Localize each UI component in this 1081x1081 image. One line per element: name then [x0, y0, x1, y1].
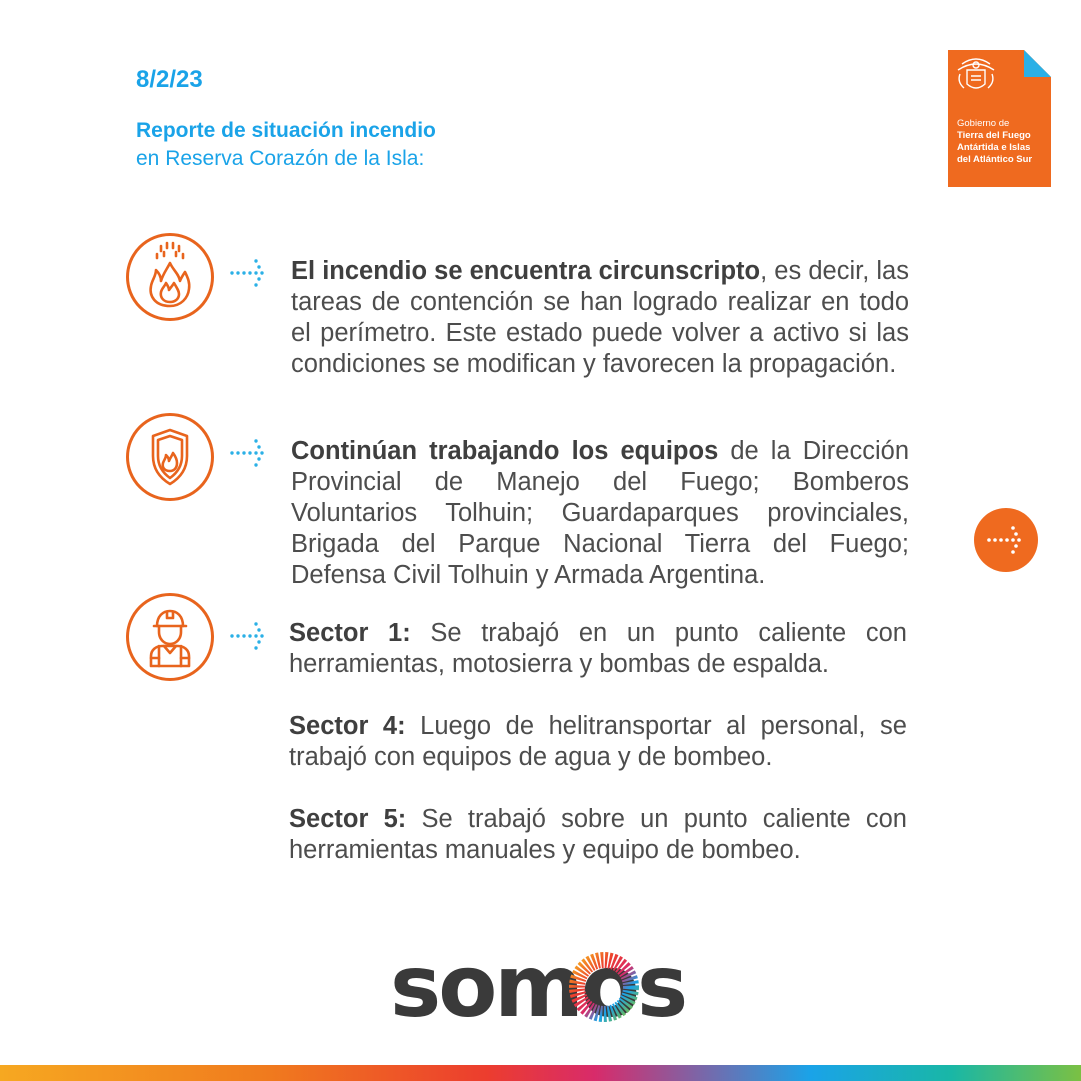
- arrow-icon: [229, 621, 269, 651]
- firefighter-icon: [129, 596, 211, 678]
- sector-4-text: Luego de helitransportar al personal, se trabajó con equipos de agua y de bombeo.: [289, 712, 907, 771]
- headline-title: Reporte de situación incendio: [136, 119, 436, 142]
- government-line-1: Gobierno de: [957, 118, 1010, 129]
- sector-4-paragraph: [289, 711, 907, 773]
- next-slide-button[interactable]: [974, 508, 1038, 572]
- item-2-paragraph: [291, 436, 909, 591]
- item-1-bold: El incendio se encuentra circunscripto: [291, 257, 761, 285]
- provincial-crest-icon: [954, 56, 998, 96]
- fire-shield-icon: [129, 416, 211, 498]
- sector-5-text: Se trabajó sobre un punto caliente con herramientas manuales y equipo de bombeo.: [289, 805, 907, 864]
- fire-icon-circle: [126, 233, 214, 321]
- sector-5-paragraph: [289, 804, 907, 866]
- item-2-bold: Continúan trabajando los equipos: [291, 437, 719, 465]
- sector-1-bold: Sector 1:: [289, 619, 411, 647]
- firefighter-icon-circle: [126, 593, 214, 681]
- arrow-right-icon: [986, 525, 1026, 555]
- fire-shield-icon-circle: [126, 413, 214, 501]
- government-badge-corner: [1024, 50, 1051, 77]
- bottom-color-bar: [0, 1065, 1081, 1081]
- sector-1-text: Se trabajó en un punto caliente con herramientas, motosierra y bombas de espalda.: [289, 619, 907, 678]
- sector-1-paragraph: [289, 618, 907, 680]
- arrow-icon: [229, 258, 269, 288]
- report-date: 8/2/23: [136, 66, 203, 93]
- arrow-icon: [229, 438, 269, 468]
- somos-logo-text: somos: [390, 942, 686, 1037]
- government-badge-text: [957, 118, 1049, 166]
- item-2-text: de la Dirección Provincial de Manejo del Fuego; Bomberos Voluntarios Tolhuin; Guardaparques provinciales, Brigada del Parque Nacional Tierra del Fuego; Defensa Civil Tolhuin y Armada Argentina.: [291, 437, 910, 589]
- item-1-text: , es decir, las tareas de contención se han logrado realizar en todo el perímetro. Este estado puede volver a activo si las condiciones se modifican y favorecen la propagación.: [291, 257, 909, 378]
- fire-icon: [129, 236, 211, 318]
- somos-logo: [390, 942, 690, 1037]
- sector-4-bold: Sector 4:: [289, 712, 406, 740]
- government-line-3: Antártida e Islas: [957, 142, 1031, 153]
- headline-subtitle: en Reserva Corazón de la Isla:: [136, 147, 425, 170]
- sector-5-bold: Sector 5:: [289, 805, 407, 833]
- item-1-paragraph: [291, 256, 909, 380]
- government-line-4: del Atlántico Sur: [957, 154, 1033, 165]
- government-line-2: Tierra del Fuego: [957, 130, 1031, 141]
- report-headline: [136, 117, 436, 173]
